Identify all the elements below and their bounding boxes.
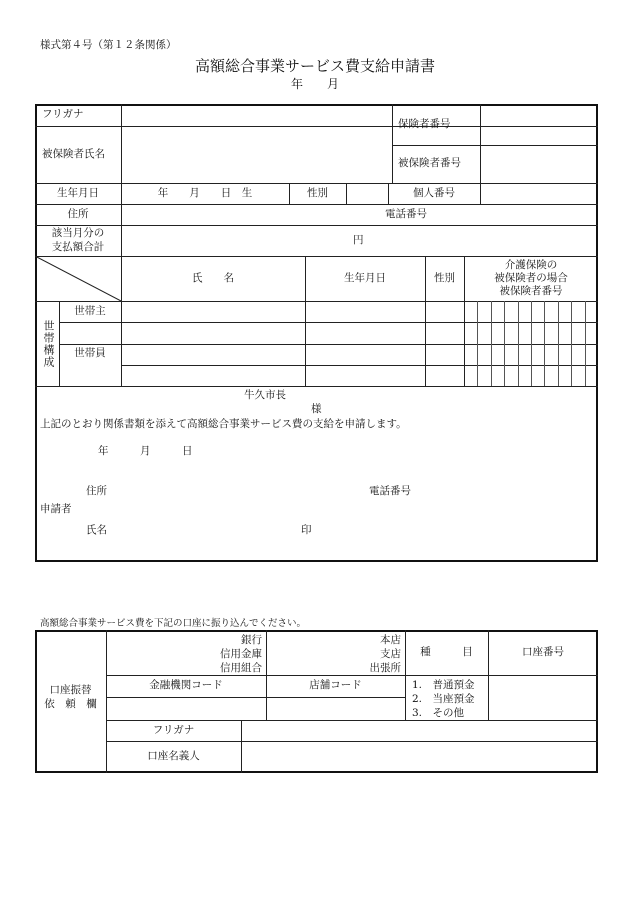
account-type-options [412,678,475,720]
account-holder-label: 口座名義人 [147,750,200,763]
care-digit-divider [518,301,519,386]
yen-label: 円 [353,233,364,246]
care-digit-divider [504,301,505,386]
applicant-name-label: 氏名 [86,524,107,536]
option-other[interactable]: 3. その他 [412,707,465,719]
year-month: 年 月 [290,77,339,91]
institution-code-label: 金融機関コード [149,679,223,692]
furigana-label: フリガナ [42,108,84,121]
account-number-header: 口座番号 [522,645,564,658]
diagonal-cell [35,256,121,301]
branch-code-label: 店舗コード [309,679,362,692]
birth-format: 年 月 日 生 [157,186,253,199]
option-checking[interactable]: 2. 当座預金 [412,693,475,705]
household-member: 世帯員 [74,347,106,360]
care-digit-divider [558,301,559,386]
insurer-number-label: 保険者番号 [398,117,451,130]
personal-number-label: 個人番号 [413,186,455,199]
holder-furigana-label: フリガナ [152,723,195,736]
insured-name-label: 被保険者氏名 [42,147,105,160]
honorific: 様 [311,403,322,415]
applicant-phone-label: 電話番号 [369,485,411,497]
care-digit-divider [531,301,532,386]
branch-types: 本店 支店 出張所 [369,634,401,674]
care-digit-divider [491,301,492,386]
care-digit-divider [544,301,545,386]
account-type-header: 種 目 [420,645,473,658]
household-label: 世帯構成 [42,320,55,368]
hh-name-header: 氏 名 [192,271,234,284]
institution-types: 銀行 信用金庫 信用組合 [220,634,262,674]
sex-label: 性別 [307,186,328,199]
care-digit-divider [571,301,572,386]
bank-intro: 高額総合事業サービス費を下記の口座に振り込んでください。 [40,618,307,629]
phone-label: 電話番号 [385,207,427,220]
page-title: 高額総合事業サービス費支給申請書 [194,57,435,75]
option-savings[interactable]: 1. 普通預金 [412,679,475,691]
birthdate-label: 生年月日 [57,186,99,199]
mayor: 牛久市長 [244,389,286,401]
address-label: 住所 [67,207,89,220]
care-number-header: 介護保険の 被保険者の場合 被保険者番号 [494,258,568,298]
applicant-label: 申請者 [40,503,72,515]
head-of-household: 世帯主 [74,304,106,317]
hh-birth-header: 生年月日 [344,271,386,284]
statement: 上記のとおり関係書類を添えて高額総合事業サービス費の支給を申請します。 [40,418,407,430]
monthly-total-label: 該当月分の 支払額合計 [51,227,105,253]
insured-number-label: 被保険者番号 [398,157,461,170]
seal-mark: 印 [301,524,312,536]
care-digit-divider [585,301,586,386]
care-digit-divider [477,301,478,386]
applicant-address-label: 住所 [86,485,107,497]
date-format: 年 月 日 [98,445,193,457]
hh-sex-header: 性別 [434,271,455,284]
form-id: 様式第４号（第１２条関係） [40,39,177,51]
bank-transfer-label: 口座振替 依 頼 欄 [44,684,97,710]
